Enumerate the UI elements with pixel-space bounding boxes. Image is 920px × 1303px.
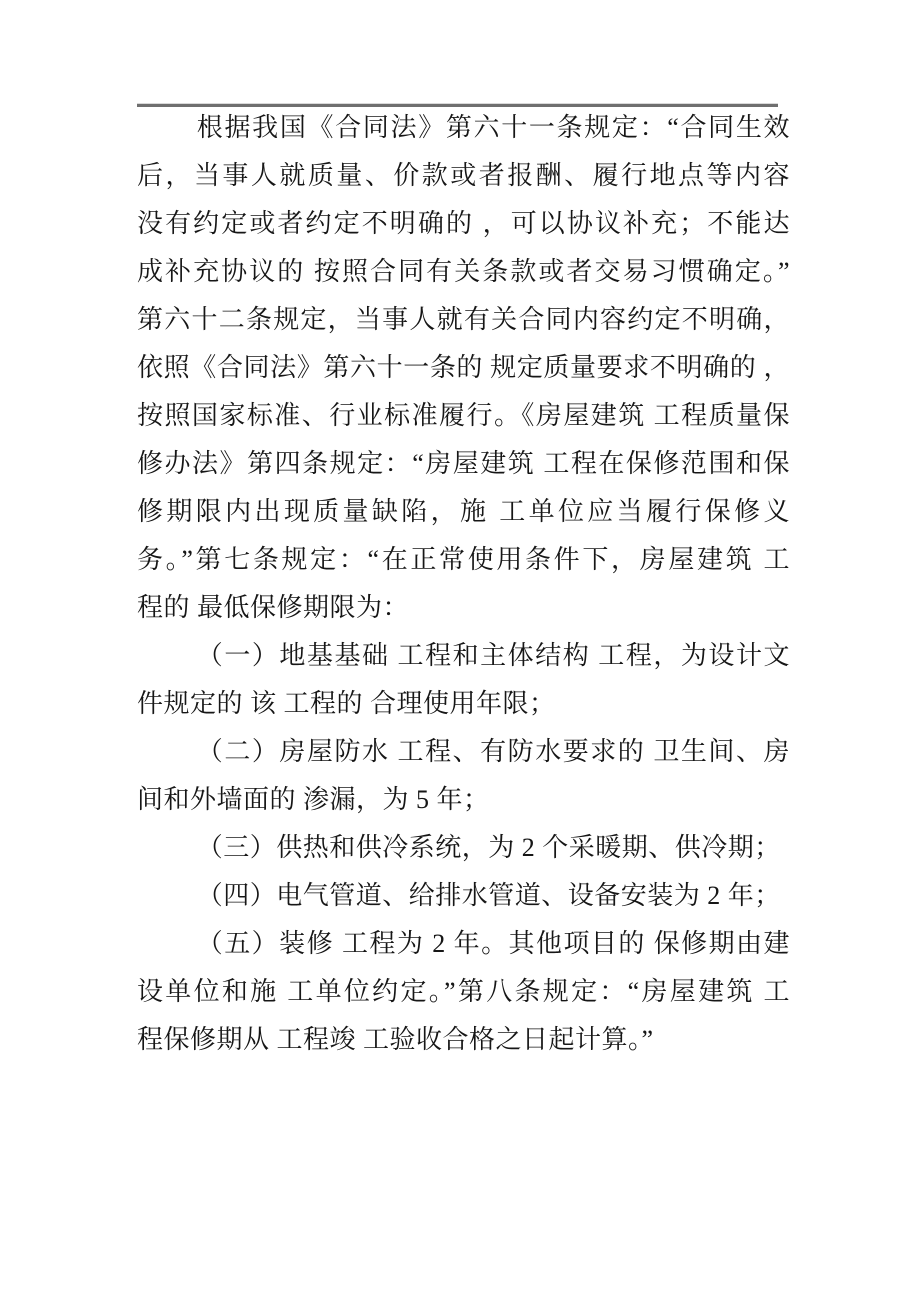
text-line: 务。”第七条规定：“在正常使用条件下，房屋建筑 工 xyxy=(137,545,790,574)
text-line: 设单位和施 工单位约定。”第八条规定：“房屋建筑 工 xyxy=(137,977,790,1006)
text-line: 后，当事人就质量、价款或者报酬、履行地点等内容 xyxy=(137,161,790,190)
text-line: 根据我国《合同法》第六十一条规定：“合同生效 xyxy=(196,113,790,142)
text-line: （四）电气管道、给排水管道、设备安装为 2 年； xyxy=(196,881,781,910)
text-line: （一）地基基础 工程和主体结构 工程，为设计文 xyxy=(196,641,790,670)
text-line: 没有约定或者约定不明确的 ，可以协议补充；不能达 xyxy=(137,209,790,238)
text-line: 第六十二条规定，当事人就有关合同内容约定不明确， xyxy=(137,305,790,334)
text-line: 修办法》第四条规定：“房屋建筑 工程在保修范围和保 xyxy=(137,449,790,478)
text-line: 间和外墙面的 渗漏，为 5 年； xyxy=(137,785,490,814)
text-line: （五）装修 工程为 2 年。其他项目的 保修期由建 xyxy=(196,929,790,958)
text-line: 成补充协议的 按照合同有关条款或者交易习惯确定。” xyxy=(137,257,790,286)
text-line: （三）供热和供冷系统，为 2 个采暖期、供冷期； xyxy=(196,833,781,862)
text-line: 程保修期从 工程竣 工验收合格之日起计算。” xyxy=(137,1025,654,1054)
text-line: 程的 最低保修期限为： xyxy=(137,593,410,622)
text-line: 件规定的 该 工程的 合理使用年限； xyxy=(137,689,556,718)
text-line: 修期限内出现质量缺陷，施 工单位应当履行保修义 xyxy=(137,497,790,526)
text-line: （二）房屋防水 工程、有防水要求的 卫生间、房 xyxy=(196,737,790,766)
document-body xyxy=(137,104,790,1064)
text-line: 按照国家标准、行业标准履行。《房屋建筑 工程质量保 xyxy=(137,401,790,430)
text-line: 依照《合同法》第六十一条的 规定质量要求不明确的 ， xyxy=(137,353,790,382)
